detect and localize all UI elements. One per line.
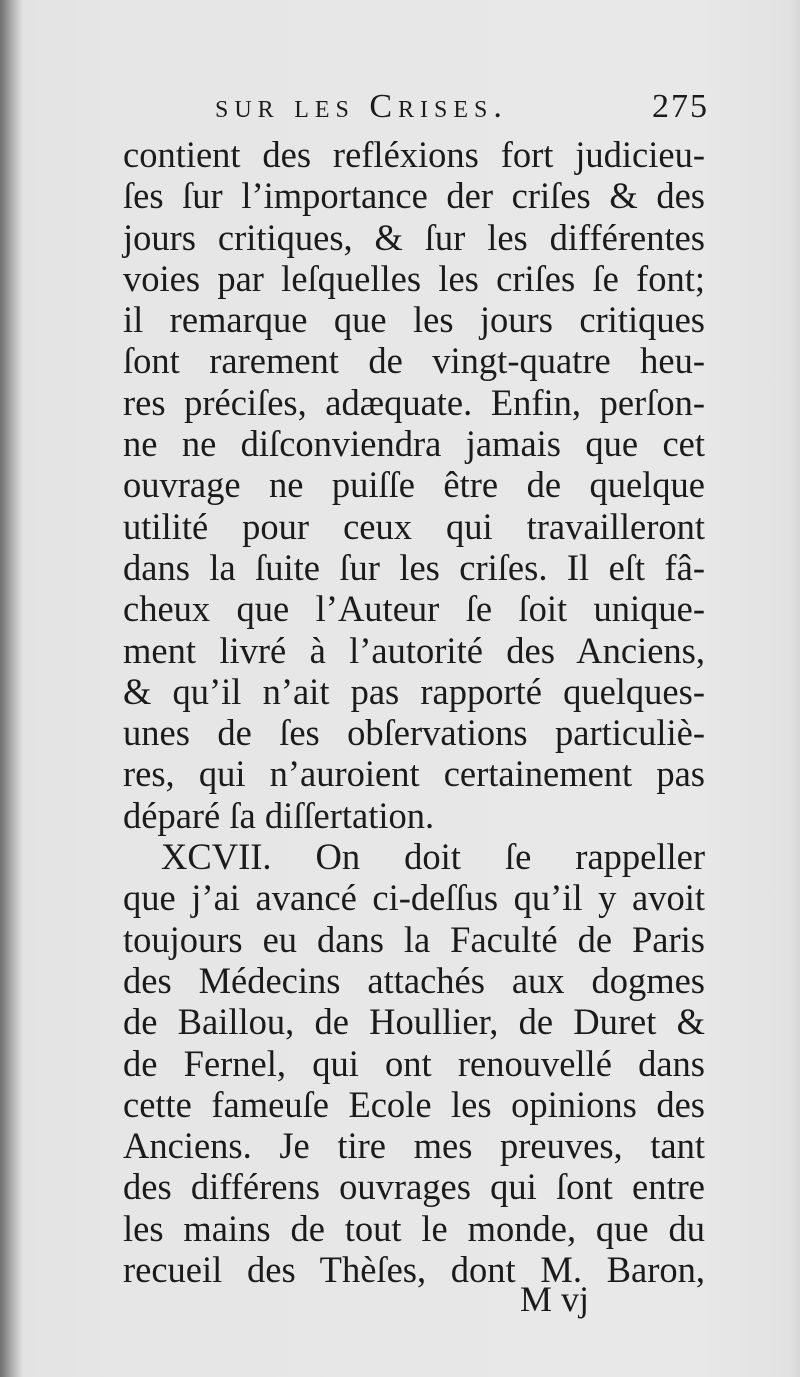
text-line: des Médecins attachés aux dogmes xyxy=(123,959,705,1001)
text-line: ouvrage ne puiſſe être de quelque xyxy=(123,464,705,506)
text-line: dans la ſuite ſur les criſes. Il eſt fâ- xyxy=(123,546,705,588)
section-start-line: XCVII. On doit ſe rappeller xyxy=(161,836,705,878)
text-line: il remarque que les jours critiques xyxy=(123,299,705,341)
text-line: cette fameuſe Ecole les opinions des xyxy=(123,1083,705,1125)
page-number: 275 xyxy=(652,88,709,125)
text-line: ment livré à l’autorité des Anciens, xyxy=(123,629,705,671)
text-line: déparé ſa diſſertation. xyxy=(123,794,435,836)
text-line: ne ne diſconviendra jamais que cet xyxy=(123,423,705,465)
text-line: ſes ſur l’importance der criſes & des xyxy=(123,175,705,217)
text-line: unes de ſes obſervations particuliè- xyxy=(123,712,705,754)
text-line: utilité pour ceux qui travailleront xyxy=(123,505,705,547)
text-line: voies par leſquelles les criſes ſe font; xyxy=(123,257,705,299)
text-line: toujours eu dans la Faculté de Paris xyxy=(123,918,705,960)
text-line: que j’ai avancé ci-deſſus qu’il y avoit xyxy=(123,877,705,919)
body-text xyxy=(123,134,705,1290)
text-line: contient des refléxions fort judicieu- xyxy=(123,134,705,175)
text-line: ſont rarement de vingt-quatre heu- xyxy=(123,340,705,382)
text-line: jours critiques, & ſur les différentes xyxy=(123,216,705,258)
text-line: res préciſes, adæquate. Enfin, perſon- xyxy=(123,381,705,423)
text-line: res, qui n’auroient certainement pas xyxy=(123,753,705,795)
text-line: & qu’il n’ait pas rapporté quelques- xyxy=(123,670,705,712)
text-line: de Fernel, qui ont renouvellé dans xyxy=(123,1042,705,1084)
text-line: les mains de tout le monde, que du xyxy=(123,1207,705,1249)
text-line: Anciens. Je tire mes preuves, tant xyxy=(123,1125,705,1167)
running-head: sur les Crises. xyxy=(215,88,508,125)
catchword: M vj xyxy=(520,1279,590,1319)
text-line: des différens ouvrages qui ſont entre xyxy=(123,1166,705,1208)
text-line: de Baillou, de Houllier, de Duret & xyxy=(123,1001,705,1043)
text-line: recueil des Thèſes, dont M. Baron, xyxy=(123,1249,705,1291)
page-header xyxy=(215,88,715,138)
text-line: cheux que l’Auteur ſe ſoit unique- xyxy=(123,588,705,630)
